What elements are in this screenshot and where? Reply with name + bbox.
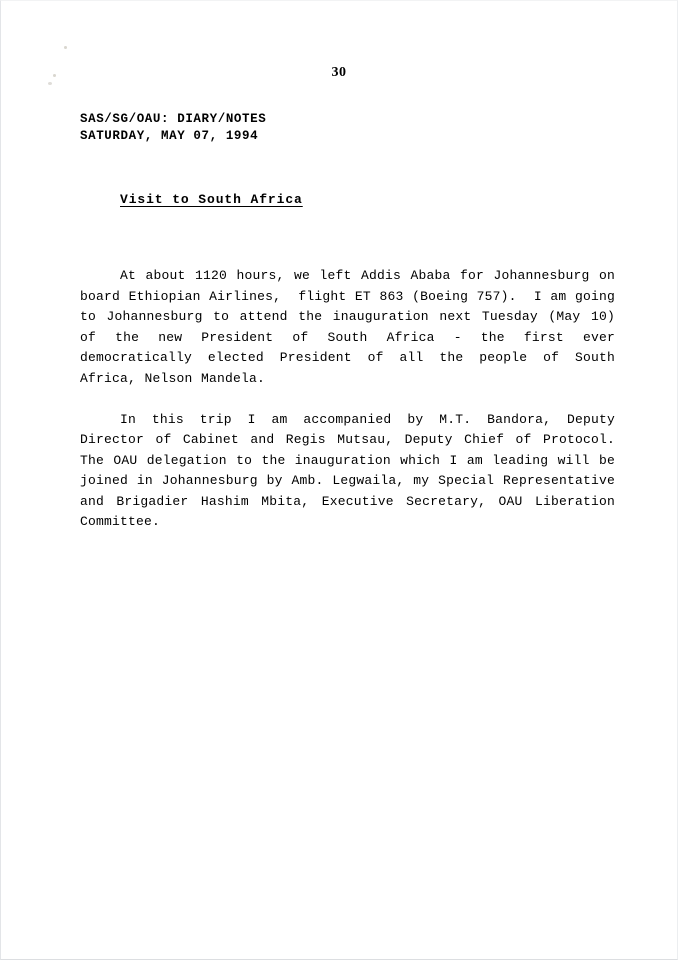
body-paragraph: At about 1120 hours, we left Addis Ababa for Johannesburg on board Ethiopian Airlines, flight ET 863 (Boeing 757). I am going to Johannesburg to attend the inauguration next Tuesday (May 10) of the new President of South Africa - the first ever democratically elected President of all the people of South Africa, Nelson Mandela. [80, 268, 624, 386]
scan-speck [64, 46, 67, 49]
document-title: Visit to South Africa [120, 192, 303, 207]
document-date-line: SATURDAY, MAY 07, 1994 [80, 128, 259, 143]
document-body [80, 266, 633, 533]
document-header [80, 111, 266, 144]
document-reference-line: SAS/SG/OAU: DIARY/NOTES [80, 112, 267, 126]
scan-speck [48, 82, 52, 85]
body-paragraph: In this trip I am accompanied by M.T. Bandora, Deputy Director of Cabinet and Regis Mutsau, Deputy Chief of Protocol. The OAU delegation to the inauguration which I am leading will be joined in Johannesburg by Amb. Legwaila, my Special Representative and Brigadier Hashim Mbita, Executive Secretary, OAU Liberation Committee. [80, 411, 633, 529]
page-number: 30 [331, 65, 347, 80]
